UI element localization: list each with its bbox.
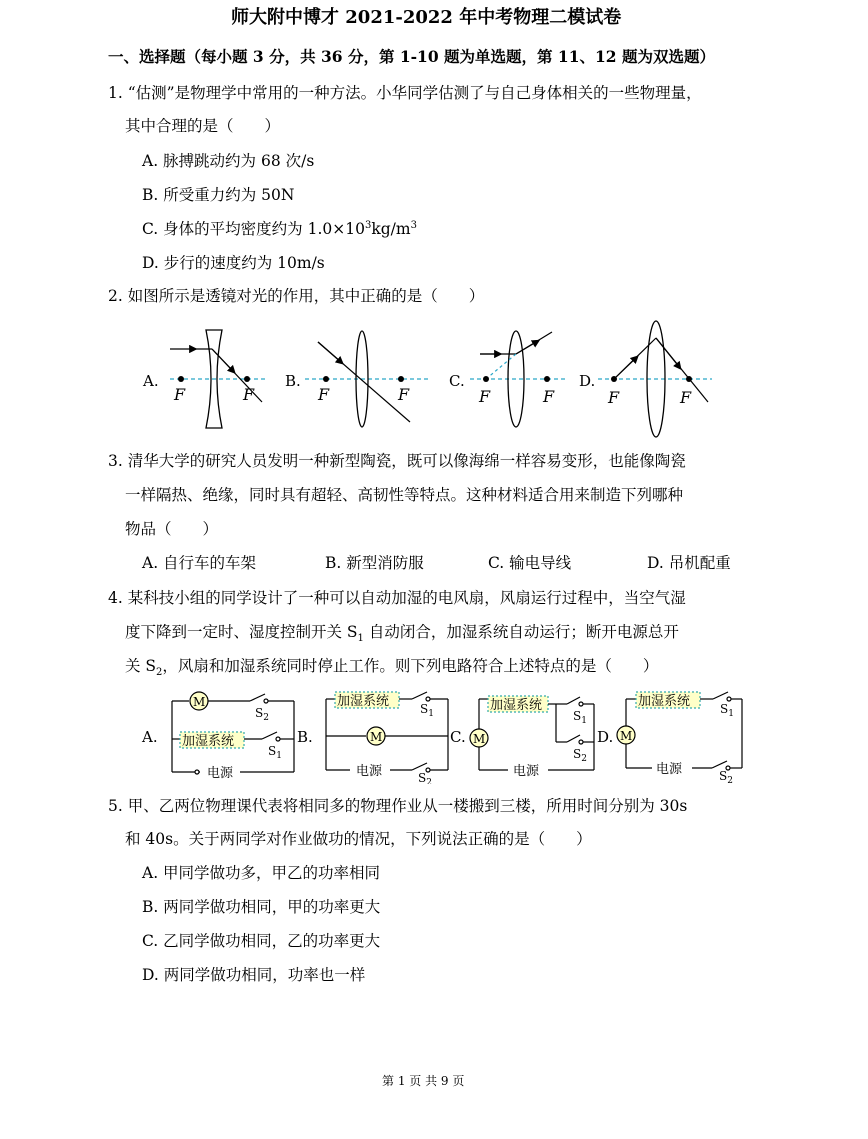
q4-stem-line3: [125, 656, 659, 679]
switch-label: $S_1$: [720, 702, 734, 719]
switch-label: $S_2$: [719, 769, 733, 784]
q5-option-d[interactable]: D. 两同学做功相同，功率也一样: [142, 966, 366, 984]
focal-label: F: [479, 387, 491, 406]
q4-stem3-text: 关 S: [125, 657, 157, 675]
switch-label: $S_1$: [268, 744, 282, 761]
switch-label: $S_2$: [573, 747, 587, 764]
q2-label-c: C.: [449, 372, 465, 390]
q3-option-a[interactable]: A. 自行车的车架: [142, 554, 257, 572]
q4-stem-line2: [125, 622, 679, 645]
ray: [516, 341, 538, 354]
q5-stem-line2: 和 40s。关于两同学对作业做功的情况，下列说法正确的是（ ）: [125, 830, 592, 848]
focal-point: [686, 376, 692, 382]
focal-point: [323, 376, 329, 382]
q2-label-a: A.: [143, 372, 159, 390]
focal-point: [544, 376, 550, 382]
power-label: 电源: [513, 764, 540, 779]
q3-option-b[interactable]: B. 新型消防服: [325, 554, 424, 572]
q4-stem3-text-b: ，风扇和加湿系统同时停止工作。则下列电路符合上述特点的是（ ）: [162, 657, 659, 675]
page-footer: 第 1 页 共 9 页: [382, 1074, 465, 1088]
q1-option-c[interactable]: [142, 219, 417, 239]
lens-diagrams: [0, 318, 868, 438]
motor-label: M: [193, 695, 206, 709]
humidifier-label: 加湿系统: [638, 694, 691, 709]
focal-label: F: [543, 387, 555, 406]
q4-stem-line1: 4. 某科技小组的同学设计了一种可以自动加湿的电风扇，风扇运行过程中，当空气湿: [108, 589, 686, 607]
q5-stem-line1: 5. 甲、乙两位物理课代表将相同多的物理作业从一楼搬到三楼，所用时间分别为 30s: [108, 797, 688, 815]
ray: [212, 349, 234, 372]
motor-label: M: [473, 732, 486, 746]
q1-c-unit: kg/m: [371, 220, 411, 238]
q1-c-text: C. 身体的平均密度约为 1.0×10: [142, 220, 365, 238]
q1-stem-line1: 1. “估测”是物理学中常用的一种方法。小华同学估测了与自己身体相关的一些物理量，: [108, 84, 702, 102]
q1-option-a[interactable]: A. 脉搏跳动约为 68 次/s: [142, 152, 315, 170]
ray: [614, 357, 637, 379]
q4-label-c: C.: [450, 728, 466, 746]
q1-c-exp2: 3: [410, 219, 417, 231]
power-label: 电源: [656, 762, 683, 777]
focal-label: F: [398, 385, 410, 404]
focal-label: F: [174, 385, 186, 404]
circuit-a[interactable]: [141, 692, 294, 774]
q3-option-c[interactable]: C. 输电导线: [488, 554, 572, 572]
q4-label-d: D.: [597, 728, 614, 746]
focal-label: F: [608, 388, 620, 407]
lens-diagram-c[interactable]: [449, 331, 565, 427]
q5-option-c[interactable]: C. 乙同学做功相同，乙的功率更大: [142, 932, 381, 950]
q4-sub: 2: [156, 667, 163, 679]
focal-label: F: [243, 385, 255, 404]
q5-option-a[interactable]: A. 甲同学做功多，甲乙的功率相同: [142, 864, 381, 882]
focal-label: F: [318, 385, 330, 404]
q4-label-b: B.: [297, 728, 313, 746]
q1-c-exp: 3: [364, 219, 372, 231]
q3-stem-line1: 3. 清华大学的研究人员发明一种新型陶瓷，既可以像海绵一样容易变形，也能像陶瓷: [108, 452, 686, 470]
humidifier-label: 加湿系统: [337, 694, 390, 709]
motor-label: M: [620, 729, 633, 743]
section-heading: 一、选择题（每小题 3 分，共 36 分，第 1-10 题为单选题，第 11、12 题为双选题）: [108, 47, 715, 66]
q3-option-d[interactable]: D. 吊机配重: [647, 554, 731, 572]
power-label: 电源: [356, 764, 383, 779]
focal-point: [398, 376, 404, 382]
switch-label: $S_1$: [420, 702, 434, 719]
switch-label: $S_2$: [418, 771, 432, 784]
lens-diagram-d[interactable]: [579, 321, 712, 437]
q5-option-b[interactable]: B. 两同学做功相同，甲的功率更大: [142, 898, 381, 916]
q1-option-b[interactable]: B. 所受重力约为 50N: [142, 186, 295, 204]
humidifier-label: 加湿系统: [490, 698, 543, 713]
q3-stem-line2: 一样隔热、绝缘，同时具有超轻、高韧性等特点。这种材料适合用来制造下列哪种: [125, 486, 684, 504]
q1-stem-line2: 其中合理的是（ ）: [125, 117, 281, 135]
switch-label: $S_1$: [573, 709, 587, 726]
motor-label: M: [370, 730, 383, 744]
ray: [656, 338, 680, 368]
focal-point: [611, 376, 617, 382]
q4-label-a: A.: [142, 728, 158, 746]
focal-point: [178, 376, 184, 382]
q3-stem-line3: 物品（ ）: [125, 520, 219, 538]
page-title: 师大附中博才 2021-2022 年中考物理二模试卷: [231, 7, 622, 28]
q4-stem2-text-b: 自动闭合，加湿系统自动运行；断开电源总开: [363, 623, 679, 641]
circuit-diagrams: [0, 684, 868, 784]
humidifier-label: 加湿系统: [182, 734, 235, 749]
focal-point: [483, 376, 489, 382]
q2-label-d: D.: [579, 372, 596, 390]
focal-label: F: [680, 388, 692, 407]
q2-label-b: B.: [285, 372, 301, 390]
q4-sub: 1: [357, 633, 364, 645]
power-label: 电源: [207, 766, 234, 781]
lens-diagram-a[interactable]: [142, 330, 265, 428]
q2-stem: 2. 如图所示是透镜对光的作用，其中正确的是（ ）: [108, 287, 485, 305]
lens-diagram-b[interactable]: [285, 331, 430, 427]
switch-label: $S_2$: [255, 706, 269, 723]
dashed-extension: [486, 354, 516, 379]
q4-stem2-text: 度下降到一定时、湿度控制开关 S: [125, 623, 358, 641]
ray: [318, 342, 342, 363]
focal-point: [244, 376, 250, 382]
q1-option-d[interactable]: D. 步行的速度约为 10m/s: [142, 254, 325, 272]
